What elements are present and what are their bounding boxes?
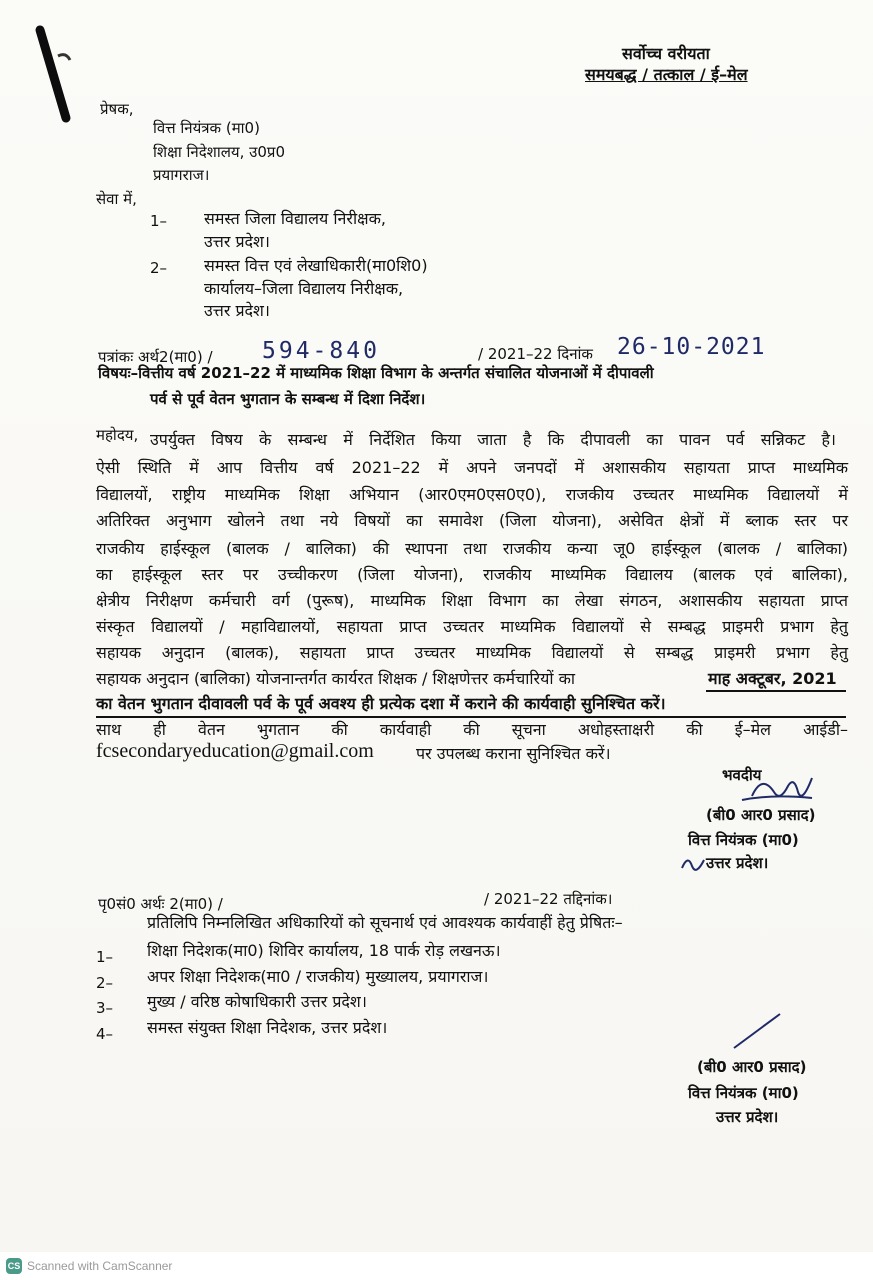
recipient-line: समस्त जिला विद्यालय निरीक्षक, [204, 209, 386, 228]
body-line: उपर्युक्त विषय के सम्बन्ध में निर्देशित किया जाता है कि दीपावली का पावन पर्व सन्निकट है। [150, 430, 836, 449]
body-line: साथ ही वेतन भुगतान की कार्यवाही की सूचना अधोहस्ताक्षरी की ई–मेल आईडी– [96, 720, 848, 739]
copy-ref: पृ0सं0 अर्थः 2(मा0) / [98, 895, 223, 913]
body-highlight-instruction: का वेतन भुगतान दीवावली पर्व के पूर्व अवश्य ही प्रत्येक दशा में कराने की कार्यवाही सुनिश्चित करें। [96, 694, 666, 713]
body-line: सहायक अनुदान (बालक), सहायता प्राप्त उच्चतर माध्यमिक विद्यालयों से सम्बद्ध प्राइमरी प्रभाग हेतु [96, 643, 848, 662]
copy-item-number: 4– [96, 1025, 114, 1043]
recipient-number: 1– [150, 212, 168, 230]
priority-line-1: सर्वोच्च वरीयता [622, 44, 710, 63]
scanner-label: Scanned with CamScanner [27, 1259, 173, 1273]
initial-mark-icon [678, 850, 708, 876]
recipient-line: उत्तर प्रदेश। [204, 301, 270, 320]
sender-line: वित्त नियंत्रक (मा0) [153, 119, 260, 137]
reference-year: / 2021–22 दिनांक [478, 345, 593, 363]
sender-line: शिक्षा निदेशालय, उ0प्र0 [153, 143, 286, 161]
copy-item: समस्त संयुक्त शिक्षा निदेशक, उत्तर प्रदेश। [147, 1018, 388, 1037]
highlight-underline [706, 690, 846, 692]
body-line: पर उपलब्ध कराना सुनिश्चित करें। [416, 744, 611, 763]
recipient-line: उत्तर प्रदेश। [204, 232, 270, 251]
signature-closing: भवदीय [722, 766, 762, 784]
reference-prefix: पत्रांकः अर्थ2(मा0) / [98, 348, 213, 366]
copy-item: मुख्य / वरिष्ठ कोषाधिकारी उत्तर प्रदेश। [147, 992, 367, 1011]
email-address[interactable]: fcsecondaryeducation@gmail.com [96, 740, 374, 762]
copy-intro: प्रतिलिपि निम्नलिखित अधिकारियों को सूचनार्थ एवं आवश्यक कार्यवाहीं हेतु प्रेषितः– [147, 913, 623, 932]
camscanner-logo-icon: CS [6, 1258, 22, 1274]
recipient-line: समस्त वित्त एवं लेखाधिकारी(मा0शि0) [204, 256, 428, 275]
signature-place: उत्तर प्रदेश। [706, 854, 769, 872]
body-line: क्षेत्रीय निरीक्षण कर्मचारी वर्ग (पुरूष), माध्यमिक शिक्षा विभाग का लेखा संगठन, अशासकीय सहायता प्राप्त [96, 591, 848, 610]
priority-line-2: समयबद्ध / तत्काल / ई–मेल [585, 65, 748, 84]
signature2-place: उत्तर प्रदेश। [716, 1108, 779, 1126]
signature-stroke-icon [728, 1010, 788, 1052]
sender-line: प्रयागराज। [153, 166, 210, 184]
body-line: राजकीय हाईस्कूल (बालक / बालिका) की स्थापना तथा राजकीय कन्या जू0 हाईस्कूल (बालक / बालिका) [96, 539, 848, 558]
body-line: ऐसी स्थिति में आप वित्तीय वर्ष 2021–22 में अपने जनपदों में अशासकीय सहायता प्राप्त माध्यमिक [96, 458, 848, 477]
body-line: सहायक अनुदान (बालिका) योजनान्तर्गत कार्यरत शिक्षक / शिक्षणेत्तर कर्मचारियों का [96, 669, 576, 688]
salutation: महोदय, [96, 426, 139, 444]
subject-line-2: पर्व से पूर्व वेतन भुगतान के सम्बन्ध में दिशा निर्देश। [150, 390, 426, 408]
copy-item-number: 1– [96, 948, 114, 966]
body-line: संस्कृत विद्यालयों / महाविद्यालयों, सहायता प्राप्त उच्चतर माध्यमिक विद्यालयों से सम्बद्ध प्राइमरी प्रभाग हेतु [96, 617, 848, 636]
copy-item-number: 3– [96, 999, 114, 1017]
signature2-name: (बी0 आर0 प्रसाद) [697, 1058, 807, 1076]
signature-name: (बी0 आर0 प्रसाद) [706, 806, 816, 824]
recipient-line: कार्यालय–जिला विद्यालय निरीक्षक, [204, 279, 404, 298]
copy-item: अपर शिक्षा निदेशक(मा0 / राजकीय) मुख्यालय, प्रयागराज। [147, 967, 489, 986]
signature-designation: वित्त नियंत्रक (मा0) [688, 831, 799, 849]
body-line: विद्यालयों, राष्ट्रीय माध्यमिक शिक्षा अभियान (आर0एम0एस0ए0), राजकीय उच्चतर माध्यमिक विद्यालयों में [96, 485, 848, 504]
sender-label: प्रेषक, [100, 100, 134, 118]
copy-item-number: 2– [96, 974, 114, 992]
body-line: का हाईस्कूल स्तर पर उच्चीकरण (जिला योजना), राजकीय माध्यमिक विद्यालय (बालक एवं बालिका), [96, 565, 848, 584]
copy-ref-year: / 2021–22 तद्दिनांक। [484, 890, 613, 908]
copy-item: शिक्षा निदेशक(मा0) शिविर कार्यालय, 18 पार्क रोड़ लखनऊ। [147, 941, 501, 960]
recipients-label: सेवा में, [96, 190, 137, 208]
reference-number-handwritten: 594-840 [262, 338, 380, 364]
recipient-number: 2– [150, 259, 168, 277]
body-line: अतिरिक्त अनुभाग खोलने तथा नये विषयों का समावेश (जिला योजना), असेवित क्षेत्रों में ब्लाक स्तर पर [96, 511, 848, 530]
staple-mark-icon [0, 0, 90, 130]
signature2-designation: वित्त नियंत्रक (मा0) [688, 1084, 799, 1102]
reference-date-handwritten: 26-10-2021 [617, 334, 766, 360]
body-highlight-month: माह अक्टूबर, 2021 [708, 669, 837, 688]
subject-line-1: विषयः–वित्तीय वर्ष 2021–22 में माध्यमिक शिक्षा विभाग के अन्तर्गत संचालित योजनाओं में दीपावली [98, 364, 654, 382]
